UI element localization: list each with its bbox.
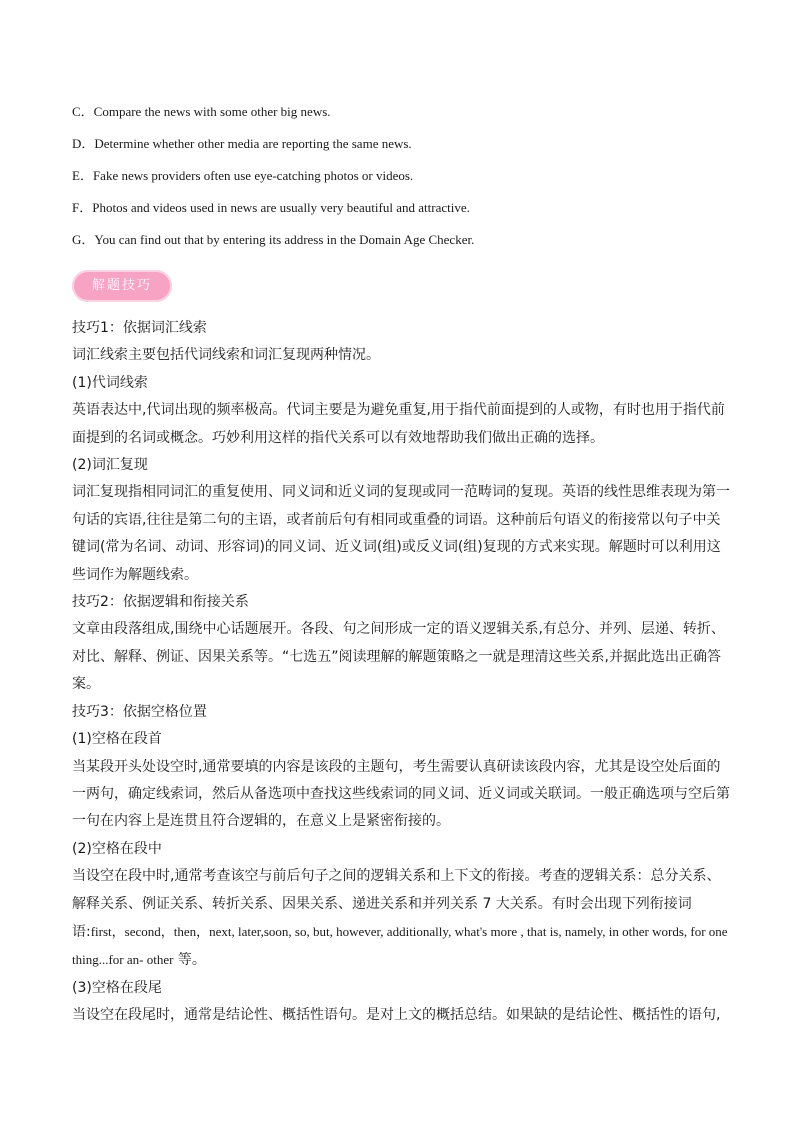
option-d: D．Determine whether other media are reporting the same news. <box>72 136 412 151</box>
section-badge <box>72 270 172 302</box>
option-e: E．Fake news providers often use eye-catching photos or videos. <box>72 168 414 183</box>
tip3-sub3-title: (3)空格在段尾 <box>72 979 162 996</box>
tip3-sub1-title: (1)空格在段首 <box>72 731 162 748</box>
tip1-title: 技巧1：依据词汇线索 <box>72 320 207 336</box>
option-c: C．Compare the news with some other big news. <box>72 104 331 119</box>
tip2-body: 文章由段落组成,围绕中心话题展开。各段、句之间形成一定的语义逻辑关系,有总分、并列、层递、转折、对比、解释、例证、因果关系等。“七选五”阅读理解的解题策略之一就是理清这些关系,并据此选出正确答案。 <box>72 621 725 693</box>
option-g: G．You can find out that by entering its address in the Domain Age Checker. <box>72 232 475 247</box>
tip3-sub2-body-tail: 等。 <box>173 952 206 969</box>
tip3-sub2-title: (2)空格在段中 <box>72 840 162 857</box>
tip1-intro: 词汇线索主要包括代词线索和词汇复现两种情况。 <box>72 347 380 364</box>
tip3-sub1-body: 当某段开头处设空时,通常要填的内容是该段的主题句，考生需要认真研读该段内容，尤其是设空处后面的一两句，确定线索词，然后从备选项中查找这些线索词的同义词、近义词或关联词。一般正确选项与空后第一句在内容上是连贯且符合逻辑的，在意义上是紧密衔接的。 <box>72 758 730 830</box>
tip2-title: 技巧2：依据逻辑和衔接关系 <box>72 594 249 611</box>
tip1-sub1-title: (1)代词线索 <box>72 374 148 391</box>
tip3-sub2-body <box>72 863 732 975</box>
tip3-sub2-body-zh: 当设空在段中时,通常考查该空与前后句子之间的逻辑关系和上下文的衔接。考查的逻辑关系：总分关系、解释关系、例证关系、转折关系、因果关系、递进关系和并列关系 7 大关系。有时会出现下列衔接词语: <box>72 868 721 940</box>
tip1-sub2-body: 词汇复现指相同词汇的重复使用、同义词和近义词的复现或同一范畴词的复现。英语的线性思维表现为第一句话的宾语,往往是第二句的主语，或者前后句有相同或重叠的词语。这种前后句语义的衔接常以句子中关键词(常为名词、动词、形容词)的同义词、近义词(组)或反义词(组)复现的方式来实现。解题时可以利用这些词作为解题线索。 <box>72 484 730 583</box>
section-badge-label: 解题技巧 <box>91 278 152 293</box>
tip1-sub1-body: 英语表达中,代词出现的频率极高。代词主要是为避免重复,用于指代前面提到的人或物，有时也用于指代前面提到的名词或概念。巧妙利用这样的指代关系可以有效地帮助我们做出正确的选择。 <box>72 402 725 446</box>
tip3-sub2-connectors: first，second，then，next, later,soon, so, but, however, additionally, what's more , that is, namely, in other words, for one thing...for an- other <box>72 923 728 968</box>
tip3-title: 技巧3：依据空格位置 <box>72 703 207 720</box>
tip3-sub3-body: 当设空在段尾时，通常是结论性、概括性语句。是对上文的概括总结。如果缺的是结论性、概括性的语句, <box>72 1007 721 1024</box>
tip1-sub2-title: (2)词汇复现 <box>72 457 148 474</box>
option-f: F．Photos and videos used in news are usually very beautiful and attractive. <box>72 200 470 215</box>
tips-content <box>72 315 732 1030</box>
